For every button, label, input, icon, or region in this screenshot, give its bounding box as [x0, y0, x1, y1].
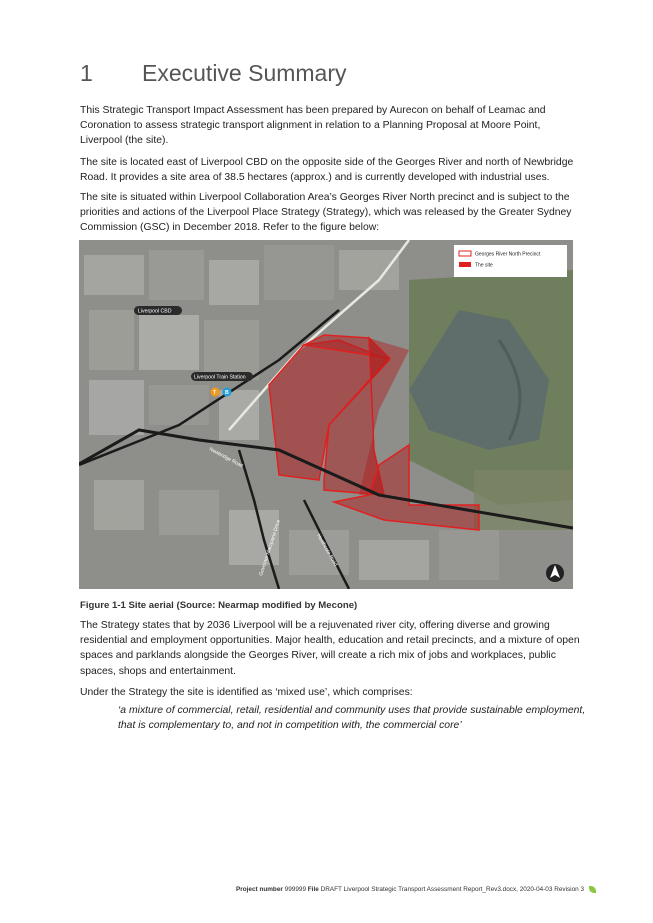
label-heathcote-road: Heathcote Road: [315, 533, 339, 568]
footer-file-name: DRAFT Liverpool Strategic Transport Assessment Report_Rev3.docx, 2020-04-03: [320, 886, 553, 894]
label-cbd-text: Liverpool CBD: [138, 308, 172, 315]
legend-site-swatch: [459, 262, 471, 267]
legend-site-label: The site: [475, 262, 493, 269]
leaf-icon: [589, 886, 596, 893]
svg-text:T: T: [213, 390, 217, 396]
paragraph-strategy: The site is situated within Liverpool Collaboration Area’s Georges River North precinct and is subject to the priorities and actions of the Liverpool Place Strategy (Strategy), which was released by the Greater Sydney Commission (GSC) in December 2018. Refer to the figure below:: [80, 192, 572, 234]
strategy-quote: ‘a mixture of commercial, retail, residential and community uses that provide sustainable employment, that is complementary to, and not in competition with, the commercial core’: [118, 705, 586, 732]
map-legend: [454, 245, 567, 277]
label-newbridge-road: Newbridge Road: [208, 446, 244, 470]
site-aerial-figure: [79, 240, 573, 589]
page-footer: [236, 886, 596, 893]
section-title: Executive Summary: [142, 60, 347, 86]
footer-project-number: 999999: [284, 886, 306, 894]
footer-project-label: Project number: [236, 886, 283, 894]
legend-precinct-label: Georges River North Precinct: [475, 251, 541, 258]
section-heading: [80, 60, 347, 87]
footer-revision: Revision 3: [554, 886, 585, 894]
label-cbd: [134, 306, 182, 315]
figure-caption: Figure 1-1 Site aerial (Source: Nearmap modified by Mecone): [80, 600, 358, 611]
footer-file-label: File: [307, 886, 319, 894]
site-aerial-map: [79, 240, 573, 589]
section-number: 1: [80, 60, 93, 86]
paragraph-vision: The Strategy states that by 2036 Liverpool will be a rejuvenated river city, offering diverse and growing residential and employment opportunities. Major health, education and retail precincts, and a mixture of open spaces and parklands alongside the Georges River, will create a rich mix of jobs and workplaces, public spaces, shops and entertainment.: [80, 620, 580, 677]
label-station-text: Liverpool Train Station: [194, 374, 246, 381]
paragraph-location: The site is located east of Liverpool CBD on the opposite side of the Georges River and north of Newbridge Road. It provides a site area of 38.5 hectares (approx.) and is currently developed with industrial uses.: [80, 157, 574, 184]
svg-text:B: B: [225, 390, 229, 396]
paragraph-intro: This Strategic Transport Impact Assessment has been prepared by Aurecon on behalf of Leamac and Coronation to assess strategic transport alignment in relation to a Planning Proposal at Moore Point, Liverpool (the site).: [80, 105, 546, 147]
north-arrow-icon: [546, 564, 564, 582]
label-governor-macquarie: Governor Macquarie Drive: [258, 518, 283, 577]
paragraph-mixed-use: Under the Strategy the site is identified as ‘mixed use’, which comprises:: [80, 687, 413, 698]
